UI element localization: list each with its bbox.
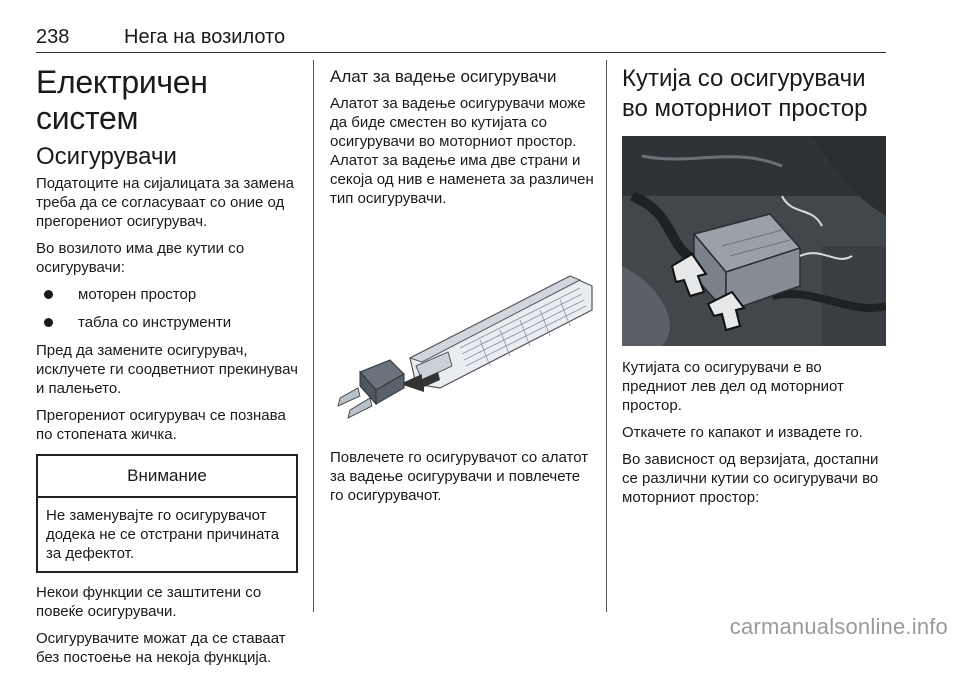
paragraph: Податоците на сијалицата за замена треба да се согласуваат со оние од прегорениот осигурувач.: [36, 175, 294, 230]
paragraph: Кутијата со осигурувачи е во предниот лев дел од моторниот простор.: [622, 359, 844, 414]
warning-body: Не заменувајте го осигурувачот додека не се отстрани причината за дефектот.: [46, 507, 280, 562]
column-left: [36, 60, 298, 675]
paragraph: Прегорениот осигурувач се познава по стопената жичка.: [36, 407, 286, 443]
column-divider: [606, 60, 607, 612]
list-item-text: моторен простор: [78, 286, 197, 303]
page-header: [36, 26, 886, 52]
subsection-title: Алат за вадење осигурувачи: [330, 67, 557, 86]
engine-compartment-photo: [622, 136, 886, 346]
paragraph: Осигурувачите можат да се ставаат без постоење на некоја функција.: [36, 630, 286, 666]
paragraph: Некои функции се заштитени со повеќе осигурувачи.: [36, 584, 262, 620]
bullet-list: [36, 285, 298, 332]
list-item: [36, 313, 298, 332]
fuse-puller-drawing: [330, 248, 595, 438]
paragraph: Алатот за вадење осигурувачи може да биде сместен во кутијата со осигурувачи во моторниот простор. Алатот за вадење има две страни и секоја од нив е наменета за различен тип осигурувачи.: [330, 95, 594, 207]
section-title: Кутија со осигурувачи во моторниот простор: [622, 65, 868, 122]
header-rule: [36, 52, 886, 53]
paragraph: Повлечете го осигурувачот со алатот за вадење осигурувачи и повлечете го осигурувачот.: [330, 449, 589, 504]
running-title: Нега на возилото: [124, 26, 286, 48]
watermark-text: carmanualsonline.info: [729, 614, 948, 639]
column-divider: [313, 60, 314, 612]
engine-fuse-box-photo: [622, 136, 886, 346]
column-right: [622, 60, 890, 515]
bullet-icon: [44, 318, 53, 327]
fuse-puller-illustration: [330, 248, 595, 438]
warning-title: Внимание: [38, 456, 296, 498]
paragraph: Пред да замените осигурувач, исклучете ги соодветниот прекинувач и палењето.: [36, 342, 298, 397]
warning-box: [36, 454, 298, 573]
section-title: Осигурувачи: [36, 143, 177, 170]
paragraph: Во зависност од верзијата, достапни се различни кутии со осигурувачи во моторниот простор:: [622, 451, 879, 506]
paragraph: Во возилото има две кутии со осигурувачи:: [36, 240, 245, 276]
list-item: [36, 285, 298, 304]
bullet-icon: [44, 290, 53, 299]
list-item-text: табла со инструменти: [78, 314, 232, 331]
page-number: 238: [36, 26, 70, 48]
column-middle: [330, 60, 595, 513]
chapter-title: Електричен систем: [36, 64, 208, 136]
paragraph: Откачете го капакот и извадете го.: [622, 424, 863, 441]
